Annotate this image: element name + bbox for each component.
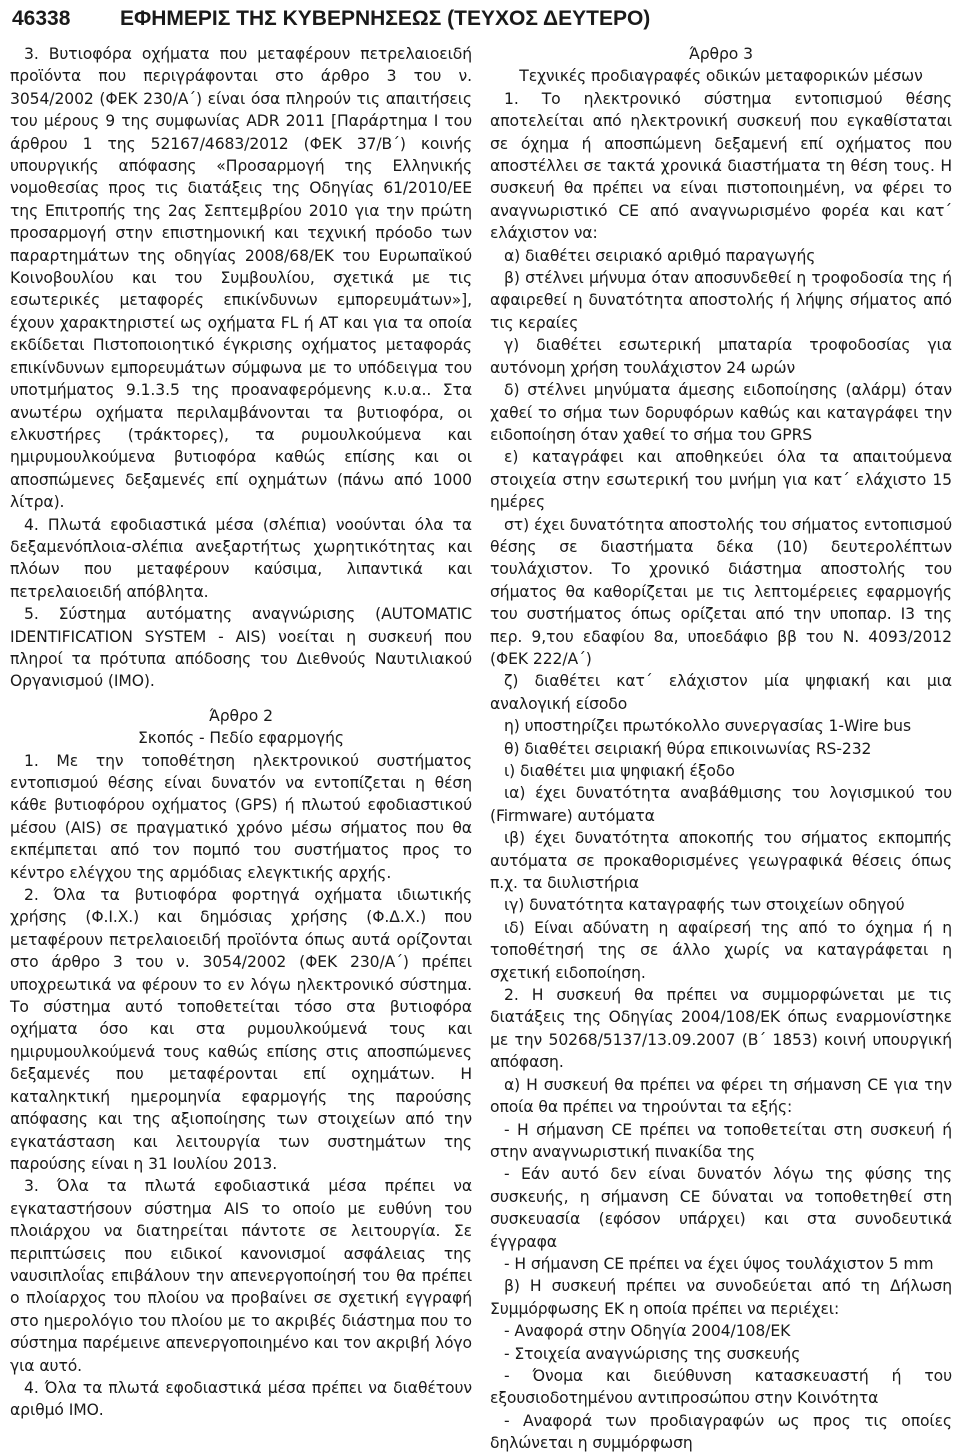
article-2-paragraph-3: 3. Όλα τα πλωτά εφοδιαστικά μέσα πρέπει να εγκαταστήσουν σύστημα AIS το οποίο με ευθύνη του πλοιάρχου να διατηρείται πάντοτε σε λειτουργία. Σε περιπτώσεις που ειδικοί κανονισμοί ασφάλειας της ναυσιπλοΐας επιβάλουν την απενεργοποίησή του θα πρέπει ο πλοίαρχος του πλοίου να προβαίνει σε σχετική εγγραφή στο ημερολόγιο του πλοίου με το ακριβές διάστημα που το σύστημα παρέμεινε απενεργοποιημένο και τον ακριβή λόγο για αυτό. [10,1177,472,1375]
article-2-title: Σκοπός - Πεδίο εφαρμογής [138,729,344,748]
list-item-ib: ιβ) έχει δυνατότητα αποκοπής του σήματος εκπομπής αυτόματα σε προκαθορισμένες γεωγραφικά θέσεις όπως π.χ. τα διυλιστήρια [490,829,952,893]
right-column [490,43,952,1455]
list-item-b: β) στέλνει μήνυμα όταν αποσυνδεθεί η τροφοδοσία της ή αφαιρεθεί η δυνατότητα αποστολής ή λήψης σήματος από τις κεραίες [490,269,952,332]
list-item-ia: ια) έχει δυνατότητα αναβάθμισης του λογισμικού του (Firmware) αυτόματα [490,784,952,825]
article-3-heading: Άρθρο 3 [689,45,753,63]
paragraph-4: 4. Πλωτά εφοδιαστικά μέσα (σλέπια) νοούνται όλα τα δεξαμενόπλοια-σλέπια ανεξαρτήτως χωρητικότητας και πλόων που μεταφέρουν καύσιμα, λιπαντικά και πετρελαιοειδή απόβλητα. [10,515,472,601]
list-item-ig: ιγ) δυνατότητα καταγραφής των στοιχείων οδηγού [504,896,905,915]
article-2-heading: Άρθρο 2 [209,706,273,725]
gazette-title: ΕΦΗΜΕΡΙΣ ΤΗΣ ΚΥΒΕΡΝΗΣΕΩΣ (ΤΕΥΧΟΣ ΔΕΥΤΕΡΟ) [120,7,651,30]
list-item-a: α) διαθέτει σειριακό αριθμό παραγωγής [504,246,816,265]
left-column [10,43,472,1422]
sub-item-b-1: - Αναφορά στην Οδηγία 2004/108/ΕΚ [504,1322,791,1341]
article-3-paragraph-1: 1. Το ηλεκτρονικό σύστημα εντοπισμού θέσης αποτελείται από ηλεκτρονική συσκευή που εγκαθίσταται σε όχημα ή αποσπώμενη δεξαμενή επί οχήματος που αποστέλλει σε τακτά χρονικά διαστήματα τη θέση τους. Η συσκευή θα πρέπει να είναι πιστοποιημένη, να φέρει το αναγνωριστικό CE από αναγνωρισμένο φορέα και κατ΄ ελάχιστον να: [490,89,952,243]
list-item-th: θ) διαθέτει σειριακή θύρα επικοινωνίας RS-232 [504,739,872,758]
article-2-paragraph-2: 2. Όλα τα βυτιοφόρα φορτηγά οχήματα ιδιωτικής χρήσης (Φ.Ι.Χ.) και δημόσιας χρήσης (Φ.Δ.Χ.) που μεταφέρουν πετρελαιοειδή προϊόντα όπως αυτά ορίζονται στο άρθρο 3 του ν. 3054/2002 (ΦΕΚ 230/Α΄) πρέπει υποχρεωτικά να φέρουν το εν λόγω ηλεκτρονικό σύστημα. Το σύστημα αυτό τοποθετείται τόσο στα βυτιοφόρα οχήματα όσο και στα ρυμουλκούμενά τους και ημιρυμουλκούμενά τους καθώς επίσης στις αποσπώμενες δεξαμενές που μεταφέρονται επί οχημάτων. Η καταληκτική ημερομηνία εφαρμογής της παρούσης απόφασης και της αξιοποίησης των στοιχείων από την εγκατάσταση και λειτουργία των συστημάτων της παρούσης είναι η 31 Ιουλίου 2013. [10,886,472,1173]
list-item-st: στ) έχει δυνατότητα αποστολής του σήματος εντοπισμού θέσης σε διαστήματα δέκα (10) δευτερολέπτων τουλάχιστον. Το χρονικό διάστημα αποστολής του σήματος θα καθορίζεται με τις λεπτομέρειες εφαρμογής του συστήματος όπως ορίζεται από την υποπαρ. Ι3 της περ. 9,του εδαφίου 8α, υποεδάφιο ββ του Ν. 4093/2012 (ΦΕΚ 222/Α΄) [490,515,952,668]
sub-item-a-2: - Εάν αυτό δεν είναι δυνατόν λόγω της φύσης της συσκευής, η σήμανση CE δύναται να τοποθετηθεί στη συσκευασία (εφόσον υπάρχει) και στα συνοδευτικά έγγραφα [490,1165,952,1251]
list-item-id: ιδ) Είναι αδύνατη η αφαίρεσή της από το όχημα ή η τοποθέτησή της σε άλλο χωρίς να καταγράφεται η σχετική ειδοποίηση. [490,918,952,982]
sub-item-b-4: - Αναφορά των προδιαγραφών ως προς τις οποίες δηλώνεται η συμμόρφωση [490,1411,952,1453]
sub-item-a-1: - Η σήμανση CE πρέπει να τοποθετείται στη συσκευή ή στην αναγνωριστική πινακίδα της [490,1120,952,1161]
list-item-z: ζ) διαθέτει κατ΄ ελάχιστον μία ψηφιακή και μια αναλογική είσοδο [490,672,952,713]
sub-item-a-3: - Η σήμανση CE πρέπει να έχει ύψος τουλάχιστον 5 mm [504,1254,934,1273]
sub-item-b-3: - Όνομα και διεύθυνση κατασκευαστή ή του εξουσιοδοτημένου αντιπροσώπου στην Κοινότητα [490,1366,952,1408]
page-header [12,4,948,34]
sub-item-a: α) Η συσκευή θα πρέπει να φέρει τη σήμανση CE για την οποία θα πρέπει να τηρούνται τα εξής: [490,1075,952,1117]
article-2-paragraph-1: 1. Με την τοποθέτηση ηλεκτρονικού συστήματος εντοπισμού θέσης είναι δυνατόν να εντοπίζεται η θέση κάθε βυτιοφόρου οχήματος (GPS) ή πλωτού εφοδιαστικού μέσου (AIS) σε πραγματικό χρόνο μέσω σήματος που θα εκπέμπεται από τον πομπό του συστήματος προς το κέντρο ελέγχου της αρμόδιας ελεγκτικής αρχής. [10,751,472,882]
list-item-c: γ) διαθέτει εσωτερική μπαταρία τροφοδοσίας για αυτόνομη χρήση τουλάχιστον 24 ωρών [490,336,952,377]
paragraph-5: 5. Σύστημα αυτόματης αναγνώρισης (AUTOMATIC IDENTIFICATION SYSTEM - AIS) νοείται η συσκευή που πληροί τα πρότυπα απόδοσης του Διεθνούς Ναυτιλιακού Οργανισμού (ΙΜΟ). [10,605,472,691]
list-item-i: ι) διαθέτει μια ψηφιακή έξοδο [504,762,735,780]
sub-item-b-2: - Στοιχεία αναγνώρισης της συσκευής [504,1344,801,1363]
page-number: 46338 [12,7,71,30]
list-item-d: δ) στέλνει μηνύματα άμεσης ειδοποίησης (αλάρμ) όταν χαθεί το σήμα των δορυφόρων καθώς και καταγράφει την ειδοποίηση όταν χαθεί το σήμα του GPRS [490,381,952,444]
article-3-paragraph-2: 2. Η συσκευή θα πρέπει να συμμορφώνεται με τις διατάξεις της Οδηγίας 2004/108/ΕΚ όπως εναρμονίστηκε με την 50268/5137/13.09.2007 (Β΄ 1853) κοινή υπουργική απόφαση. [490,986,952,1072]
list-item-e: ε) καταγράφει και αποθηκεύει όλα τα απαιτούμενα στοιχεία στην εσωτερική του μνήμη για κατ΄ ελάχιστο 15 ημέρες [490,448,952,512]
paragraph-3: 3. Βυτιοφόρα οχήματα που μεταφέρουν πετρελαιοειδή προϊόντα που περιγράφονται στο άρθρο 3 του ν. 3054/2002 (ΦΕΚ 230/Α΄) είναι όσα πληρούν τις απαιτήσεις του μέρους 9 της συμφωνίας ADR 2011 [Παράρτημα Ι του άρθρου 1 της 52167/4683/2012 (ΦΕΚ 37/Β΄) κοινής υπουργικής απόφασης «Προσαρμογή της Ελληνικής νομοθεσίας προς τις διατάξεις της Οδηγίας 61/2010/ΕΕ της Επιτροπής της 2ας Σεπτεμβρίου 2010 για την πρώτη προσαρμογή στην επιστημονική και τεχνική πρόοδο των παραρτημάτων της οδηγίας 2008/68/ΕΚ του Ευρωπαϊκού Κοινοβουλίου και του Συμβουλίου, σχετικά με τις εσωτερικές μεταφορές επικίνδυνων εμπορευμάτων»], έχουν χαρακτηριστεί ως οχήματα FL ή AT και για τα οποία εκδίδεται Πιστοποιοητικό έγκρισης οχήματος μεταφοράς επικίνδυνων εμπορευμάτων σύμφωνα με το υπόδειγμα του υποτμήματος 9.1.3.5 της προαναφερόμενης κ.υ.α.. Στα ανωτέρω οχήματα περιλαμβάνονται τα βυτιοφόρα, οι ελκυστήρες (τράκτορες), τα ρυμουλκούμενα και ημιρυμουλκούμενα βυτιοφόρα καθώς επίσης και οι αποσπώμενες δεξαμενές επί οχημάτων (πάνω από 1000 λίτρα). [10,45,472,512]
list-item-h: η) υποστηρίζει πρωτόκολλο συνεργασίας 1-Wire bus [504,717,911,736]
sub-item-b: β) Η συσκευή πρέπει να συνοδεύεται από τη Δήλωση Συμμόρφωσης ΕΚ η οποία πρέπει να περιέχει: [490,1277,952,1318]
article-3-title: Τεχνικές προδιαγραφές οδικών μεταφορικών μέσων [519,67,923,86]
article-2-paragraph-4: 4. Όλα τα πλωτά εφοδιαστικά μέσα πρέπει να διαθέτουν αριθμό ΙΜΟ. [10,1378,472,1420]
